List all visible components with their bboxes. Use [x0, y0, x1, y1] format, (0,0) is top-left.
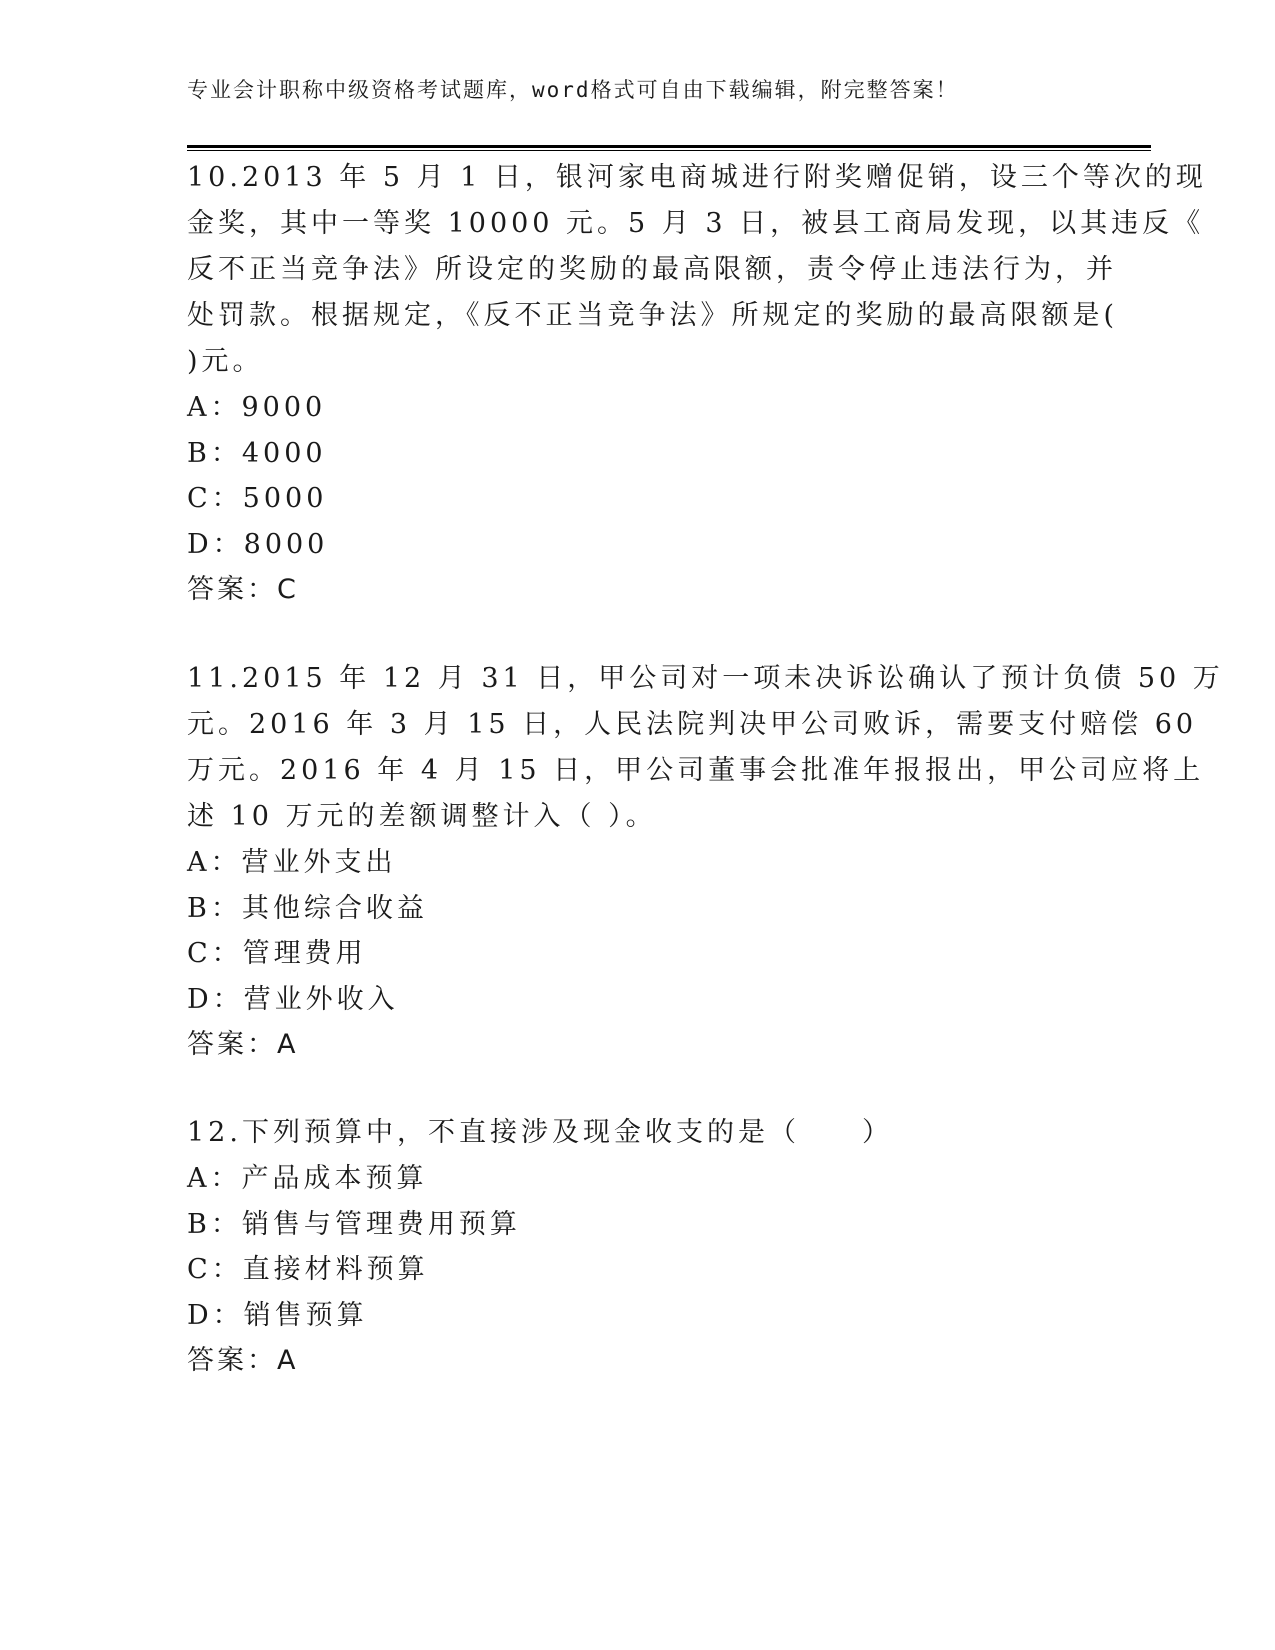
question-line: 述 10 万元的差额调整计入（ ）。 [187, 801, 657, 832]
question-10 [187, 155, 1207, 613]
option-d: D：8000 [187, 528, 329, 560]
option-a: A：9000 [187, 392, 327, 423]
header-rule-thick [187, 145, 1151, 148]
answer: 答案：C [187, 574, 299, 605]
option-c: C：直接材料预算 [187, 1254, 429, 1285]
header-rule-thin [187, 150, 1151, 151]
option-b: B：销售与管理费用预算 [187, 1208, 521, 1240]
question-line: 反不正当竞争法》所设定的奖励的最高限额，责令停止违法行为，并 [187, 254, 1117, 285]
option-d: D：营业外收入 [187, 983, 399, 1015]
question-line: 万元。2016 年 4 月 15 日，甲公司董事会批准年报报出，甲公司应将上 [187, 755, 1205, 786]
option-c: C：管理费用 [187, 938, 367, 969]
question-text [187, 1110, 1087, 1156]
question-line: 10.2013 年 5 月 1 日，银河家电商城进行附奖赠促销，设三个等次的现 [187, 162, 1207, 193]
question-text [187, 155, 1207, 385]
page-header: 专业会计职称中级资格考试题库，word格式可自由下载编辑，附完整答案！ [187, 78, 959, 102]
option-a: A：产品成本预算 [187, 1163, 428, 1194]
question-line: 12.下列预算中，不直接涉及现金收支的是（ ） [187, 1117, 893, 1148]
question-line: )元。 [187, 346, 264, 377]
option-b: B：4000 [187, 437, 327, 469]
option-c: C：5000 [187, 483, 328, 514]
question-12 [187, 1110, 1087, 1384]
question-line: 处罚款。根据规定，《反不正当竞争法》所规定的奖励的最高限额是( [187, 300, 1119, 331]
answer: 答案：A [187, 1345, 299, 1376]
answer: 答案：A [187, 1029, 299, 1060]
question-text [187, 656, 1224, 840]
question-line: 金奖，其中一等奖 10000 元。5 月 3 日，被县工商局发现，以其违反《 [187, 208, 1205, 239]
option-d: D：销售预算 [187, 1299, 368, 1331]
question-line: 元。2016 年 3 月 15 日，人民法院判决甲公司败诉，需要支付赔偿 60 [187, 709, 1198, 740]
question-line: 11.2015 年 12 月 31 日，甲公司对一项未决诉讼确认了预计负债 50 万 [187, 663, 1224, 694]
question-11 [187, 656, 1224, 1068]
option-b: B：其他综合收益 [187, 892, 428, 924]
option-a: A：营业外支出 [187, 847, 397, 878]
